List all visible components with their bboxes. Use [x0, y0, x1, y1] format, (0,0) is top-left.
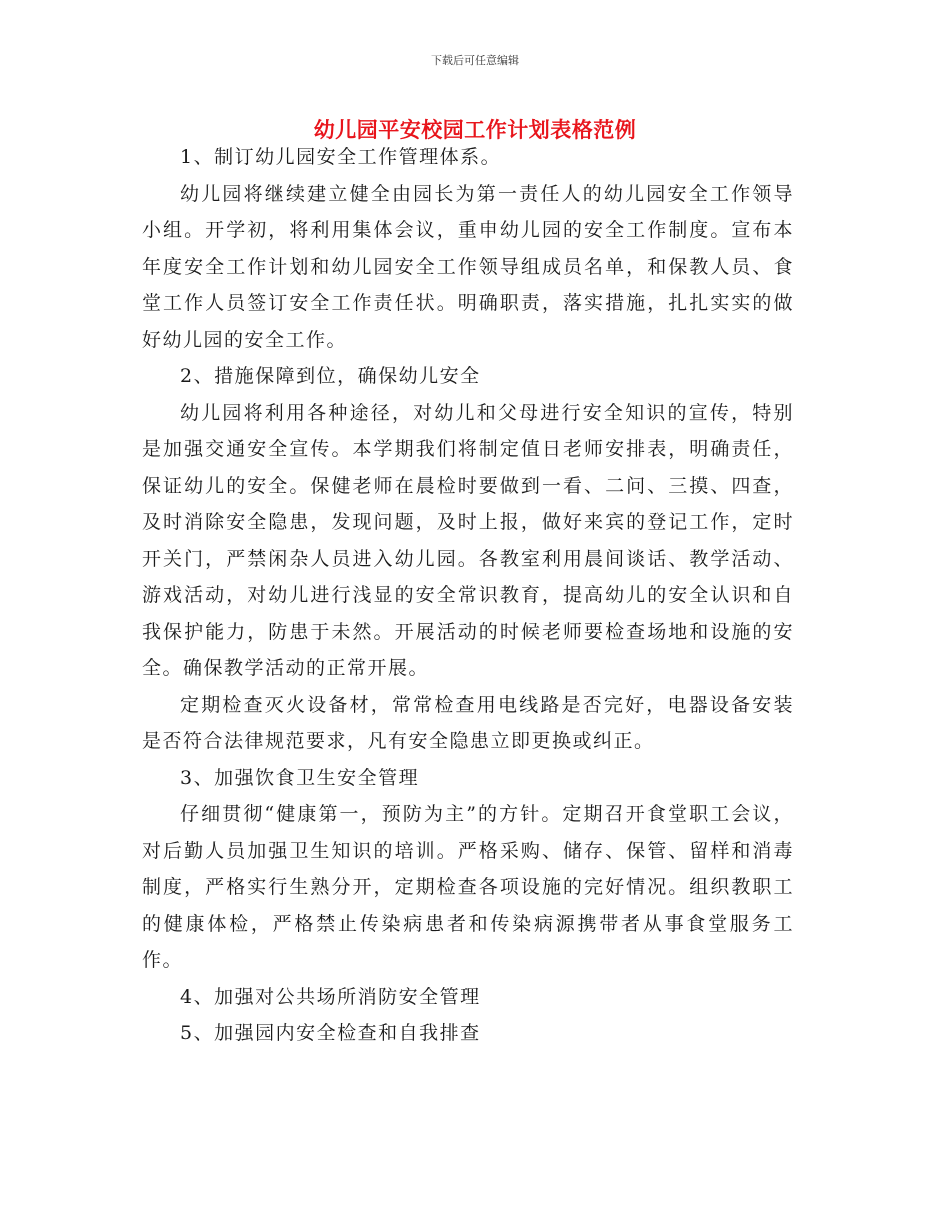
document-title: 幼儿园平安校园工作计划表格范例	[313, 118, 637, 142]
section-2-body-extra: 定期检查灭火设备材，常常检查用电线路是否完好，电器设备安装是否符合法律规范要求，凡有安全隐患立即更换或纠正。	[142, 693, 794, 752]
section-3-heading: 3、加强饮食卫生安全管理	[180, 766, 420, 789]
section-2-heading: 2、措施保障到位，确保幼儿安全	[180, 365, 481, 387]
section-4-heading: 4、加强对公共场所消防安全管理	[180, 985, 481, 1008]
section-5-heading: 5、加强园内安全检查和自我排查	[180, 1022, 481, 1044]
document-body	[142, 139, 794, 1052]
section-1-heading: 1、制订幼儿园安全工作管理体系。	[180, 146, 502, 168]
page-header-note: 下载后可任意编辑	[431, 54, 519, 67]
section-2-body: 幼儿园将利用各种途径，对幼儿和父母进行安全知识的宣传，特别是加强交通安全宣传。本学期我们将制定值日老师安排表，明确责任，保证幼儿的安全。保健老师在晨检时要做到一看、二问、三摸、四查，及时消除安全隐患，发现问题，及时上报，做好来宾的登记工作，定时开关门，严禁闲杂人员进入幼儿园。各教室利用晨间谈话、教学活动、游戏活动，对幼儿进行浅显的安全常识教育，提高幼儿的安全认识和自我保护能力，防患于未然。开展活动的时候老师要检查场地和设施的安全。确保教学活动的正常开展。	[142, 401, 794, 679]
section-3-body: 仔细贯彻“健康第一，预防为主”的方针。定期召开食堂职工会议，对后勤人员加强卫生知识的培训。严格采购、储存、保管、留样和消毒制度，严格实行生熟分开，定期检查各项设施的完好情况。组织教职工的健康体检，严格禁止传染病患者和传染病源携带者从事食堂服务工作。	[142, 803, 794, 971]
section-1-body: 幼儿园将继续建立健全由园长为第一责任人的幼儿园安全工作领导小组。开学初，将利用集体会议，重申幼儿园的安全工作制度。宣布本年度安全工作计划和幼儿园安全工作领导组成员名单，和保教人员、食堂工作人员签订安全工作责任状。明确职责，落实措施，扎扎实实的做好幼儿园的安全工作。	[142, 182, 794, 351]
